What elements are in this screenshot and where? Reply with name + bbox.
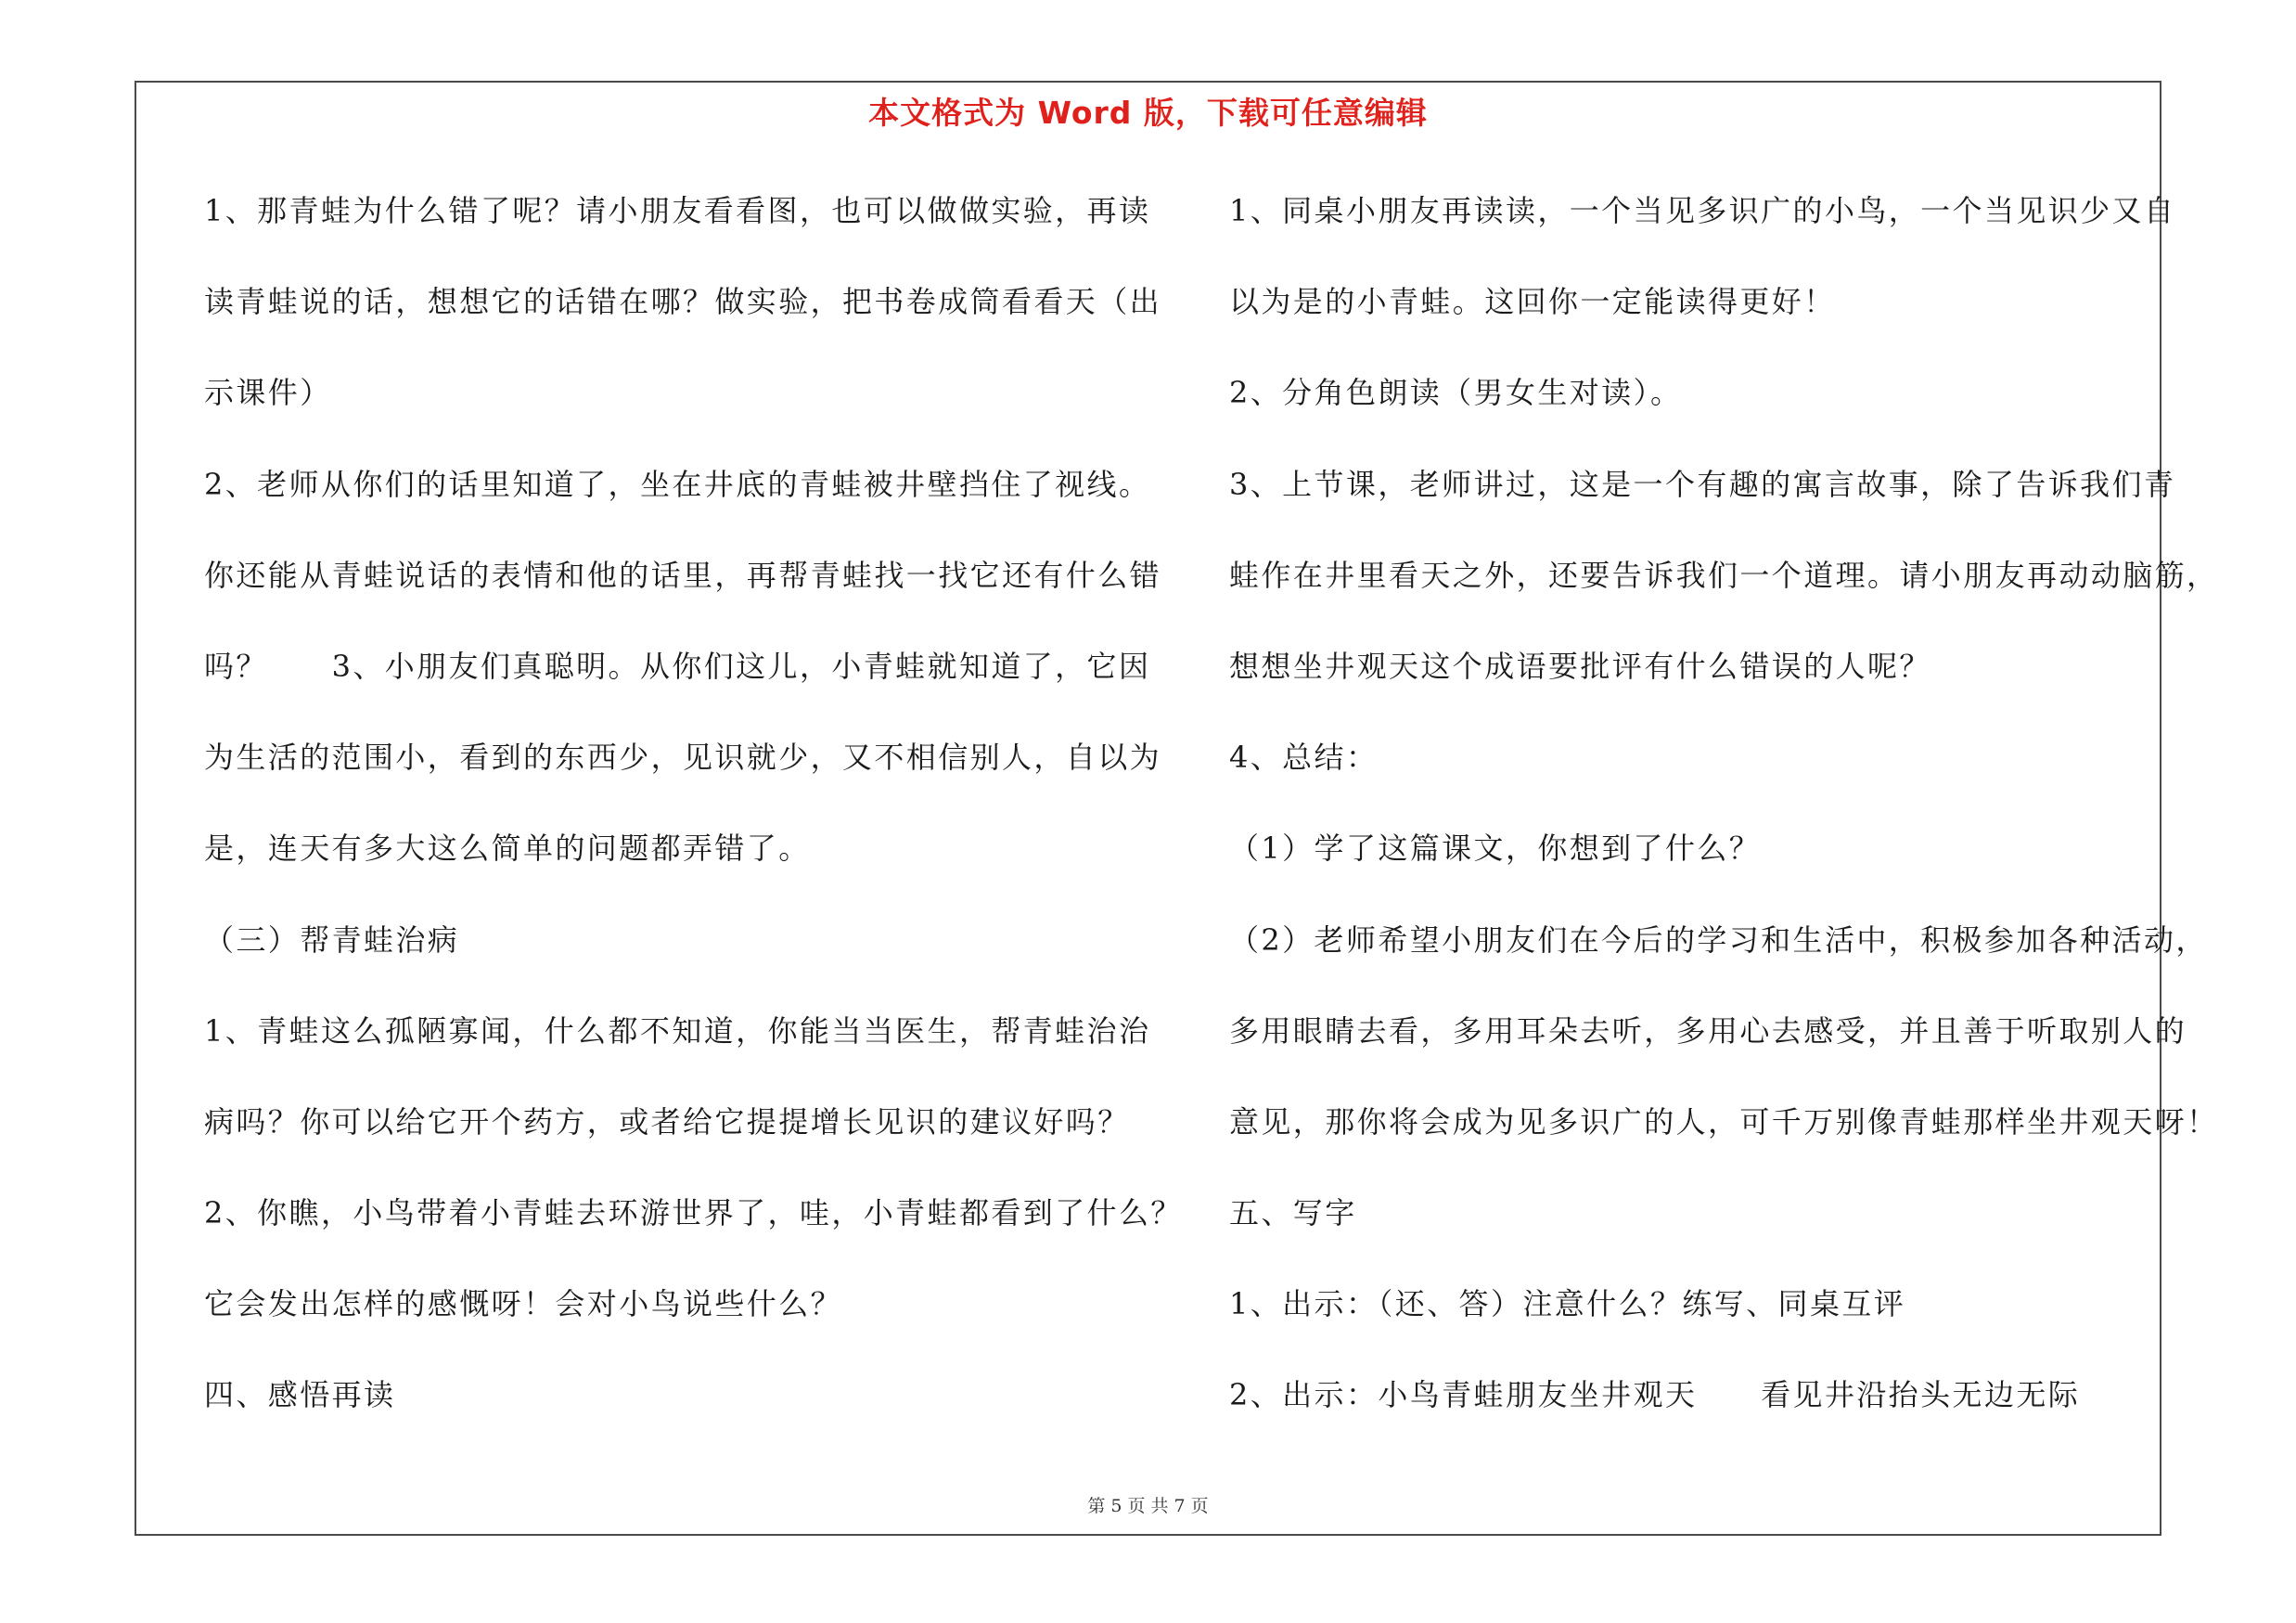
text-line: 是，连天有多大这么简单的问题都弄错了。: [204, 831, 811, 867]
text-line: 病吗？你可以给它开个药方，或者给它提提增长见识的建议好吗？: [204, 1103, 1130, 1140]
text-line: 1、出示：（还、答）注意什么？练写、同桌互评: [1229, 1286, 1906, 1322]
text-line: 吗？ 3、小朋友们真聪明。从你们这儿，小青蛙就知道了，它因: [204, 648, 1151, 684]
right-text-column: [1229, 182, 2219, 1458]
text-line: 意见，那你将会成为见多识广的人，可千万别像青蛙那样坐井观天呀！: [1229, 1103, 2219, 1140]
left-text-column: [204, 182, 1183, 1458]
text-line: 蛙作在井里看天之外，还要告诉我们一个道理。请小朋友再动动脑筋，: [1229, 557, 2219, 593]
text-line: 为生活的范围小，看到的东西少，见识就少，又不相信别人，自以为: [204, 740, 1162, 776]
page-number: 第 5 页 共 7 页: [1087, 1496, 1209, 1516]
section-heading: 四、感悟再读: [204, 1377, 396, 1413]
text-line: （1）学了这篇课文，你想到了什么？: [1229, 831, 1762, 867]
text-line: 读青蛙说的话，想想它的话错在哪？做实验，把书卷成筒看看天（出: [204, 284, 1162, 320]
section-heading: （三）帮青蛙治病: [204, 921, 460, 958]
text-line: 1、同桌小朋友再读读，一个当见多识广的小鸟，一个当见识少又自: [1229, 193, 2176, 228]
format-notice-banner: 本文格式为 Word 版，下载可任意编辑: [868, 95, 1428, 131]
section-heading: 五、写字: [1229, 1195, 1357, 1231]
text-line: 2、老师从你们的话里知道了，坐在井底的青蛙被井壁挡住了视线。: [204, 466, 1151, 502]
text-line: 1、那青蛙为什么错了呢？请小朋友看看图，也可以做做实验，再读: [204, 193, 1151, 228]
text-line: 3、上节课，老师讲过，这是一个有趣的寓言故事，除了告诉我们青: [1229, 466, 2176, 502]
text-line: 以为是的小青蛙。这回你一定能读得更好！: [1229, 284, 1836, 320]
text-line: 2、出示：小鸟青蛙朋友坐井观天 看见井沿抬头无边无际: [1229, 1377, 2081, 1413]
text-line: 多用眼睛去看，多用耳朵去听，多用心去感受，并且善于听取别人的: [1229, 1012, 2187, 1049]
text-line: 1、青蛙这么孤陋寡闻，什么都不知道，你能当当医生，帮青蛙治治: [204, 1012, 1151, 1049]
text-line: 2、分角色朗读（男女生对读）。: [1229, 375, 1683, 411]
text-line: 它会发出怎样的感慨呀！会对小鸟说些什么？: [204, 1286, 843, 1322]
text-line: 4、总结：: [1229, 740, 1379, 776]
text-line: 想想坐井观天这个成语要批评有什么错误的人呢？: [1229, 648, 1931, 684]
text-line: 示课件）: [204, 375, 332, 411]
text-line: （2）老师希望小朋友们在今后的学习和生活中，积极参加各种活动，: [1229, 921, 2208, 958]
text-line: 你还能从青蛙说话的表情和他的话里，再帮青蛙找一找它还有什么错: [204, 557, 1162, 593]
text-line: 2、你瞧，小鸟带着小青蛙去环游世界了，哇，小青蛙都看到了什么？: [204, 1195, 1183, 1231]
